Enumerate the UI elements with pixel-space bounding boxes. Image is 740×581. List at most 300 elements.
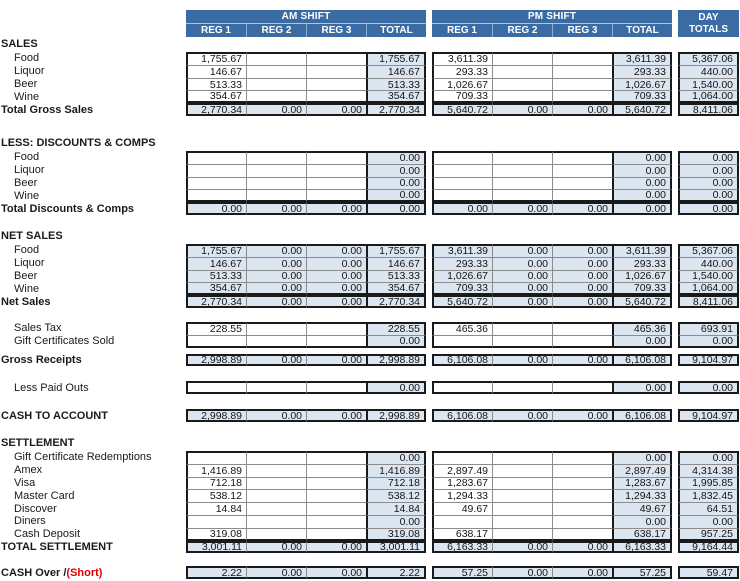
row-label [0, 489, 186, 502]
value-cell[interactable]: 0.00 [246, 202, 306, 215]
report-section [0, 322, 740, 366]
value-cell[interactable]: 0.00 [612, 202, 672, 215]
value-cell[interactable]: 0.00 [246, 103, 306, 116]
value-cell[interactable] [246, 151, 306, 164]
table-row [0, 409, 740, 422]
value-cell[interactable] [306, 515, 366, 528]
value-cell[interactable] [306, 477, 366, 490]
row-label-text: Beer [14, 269, 38, 282]
value-cell[interactable]: 0.00 [246, 566, 306, 579]
value-cell[interactable]: 1,026.67 [432, 78, 492, 91]
value-cell[interactable] [432, 189, 492, 202]
value-cell[interactable]: 0.00 [366, 335, 426, 348]
value-cell[interactable]: 0.00 [678, 451, 739, 464]
value-cell[interactable] [246, 477, 306, 490]
value-cell[interactable] [306, 381, 366, 394]
value-cell[interactable]: 8,411.06 [678, 295, 739, 308]
value-cell[interactable] [492, 151, 552, 164]
value-cell[interactable]: 0.00 [552, 282, 612, 295]
value-cell[interactable]: 2,998.89 [186, 409, 246, 422]
value-cell[interactable]: 0.00 [492, 282, 552, 295]
value-cell[interactable]: 0.00 [366, 177, 426, 190]
value-cell[interactable] [552, 464, 612, 477]
row-label-text: Liquor [14, 257, 45, 270]
value-cell[interactable]: 0.00 [492, 566, 552, 579]
value-cell[interactable]: 0.00 [678, 202, 739, 215]
value-cell[interactable]: 64.51 [678, 502, 739, 515]
am-shift-column-header-0: REG 1 [200, 25, 231, 36]
value-cell[interactable]: 0.00 [246, 354, 306, 367]
value-cell[interactable]: 0.00 [678, 151, 739, 164]
value-cell[interactable]: 9,104.97 [678, 409, 739, 422]
value-cell[interactable]: 0.00 [246, 270, 306, 283]
value-cell[interactable]: 5,367.06 [678, 244, 739, 257]
value-cell[interactable]: 6,106.08 [612, 354, 672, 367]
value-cell[interactable]: 1,026.67 [612, 270, 672, 283]
value-cell[interactable]: 6,106.08 [432, 409, 492, 422]
value-cell[interactable]: 2,770.34 [366, 295, 426, 308]
value-cell[interactable]: 0.00 [246, 409, 306, 422]
value-cell[interactable]: 3,611.39 [432, 244, 492, 257]
row-label-text: Amex [14, 464, 43, 477]
value-cell[interactable]: 1,755.67 [186, 52, 246, 65]
value-cell[interactable]: 638.17 [612, 528, 672, 541]
value-cell[interactable] [492, 451, 552, 464]
value-cell[interactable]: 0.00 [552, 244, 612, 257]
value-cell[interactable]: 319.08 [186, 528, 246, 541]
value-cell[interactable]: 3,611.39 [612, 244, 672, 257]
value-cell[interactable] [306, 78, 366, 91]
value-cell[interactable]: 0.00 [492, 257, 552, 270]
row-label-text: Gift Certificates Sold [14, 335, 115, 348]
value-cell[interactable]: 0.00 [306, 257, 366, 270]
value-cell[interactable]: 0.00 [612, 177, 672, 190]
pm-shift-header: PM SHIFT [432, 10, 672, 23]
value-cell[interactable]: 0.00 [552, 566, 612, 579]
value-cell[interactable] [246, 381, 306, 394]
value-cell[interactable] [492, 464, 552, 477]
row-label-text: TOTAL SETTLEMENT [1, 540, 113, 553]
value-cell[interactable]: 0.00 [492, 202, 552, 215]
value-cell[interactable]: 709.33 [612, 90, 672, 103]
value-cell[interactable]: 14.84 [186, 502, 246, 515]
value-cell[interactable]: 3,611.39 [432, 52, 492, 65]
value-cell[interactable] [186, 335, 246, 348]
value-cell[interactable]: 1,995.85 [678, 477, 739, 490]
report-section [0, 566, 740, 579]
value-cell[interactable]: 0.00 [492, 354, 552, 367]
value-cell[interactable] [552, 528, 612, 541]
value-cell[interactable]: 0.00 [552, 409, 612, 422]
value-cell[interactable] [186, 151, 246, 164]
value-cell[interactable] [306, 189, 366, 202]
value-cell[interactable]: 0.00 [366, 164, 426, 177]
value-cell[interactable]: 1,064.00 [678, 90, 739, 103]
value-cell[interactable]: 0.00 [492, 103, 552, 116]
value-cell[interactable]: 1,755.67 [366, 244, 426, 257]
value-cell[interactable]: 3,611.39 [612, 52, 672, 65]
value-cell[interactable] [246, 65, 306, 78]
value-cell[interactable]: 3,001.11 [186, 541, 246, 554]
value-cell[interactable]: 228.55 [366, 322, 426, 335]
value-cell[interactable]: 0.00 [306, 244, 366, 257]
value-cell[interactable] [246, 52, 306, 65]
value-cell[interactable]: 0.00 [552, 103, 612, 116]
value-cell[interactable] [306, 151, 366, 164]
value-cell[interactable] [552, 477, 612, 490]
value-cell[interactable]: 6,163.33 [612, 541, 672, 554]
value-cell[interactable]: 8,411.06 [678, 103, 739, 116]
value-cell[interactable]: 5,640.72 [612, 103, 672, 116]
value-cell[interactable] [552, 177, 612, 190]
value-cell[interactable] [552, 489, 612, 502]
value-cell[interactable]: 513.33 [186, 78, 246, 91]
value-cell[interactable]: 0.00 [612, 381, 672, 394]
value-cell[interactable]: 513.33 [366, 270, 426, 283]
value-cell[interactable] [246, 528, 306, 541]
value-cell[interactable]: 1,283.67 [612, 477, 672, 490]
value-cell[interactable] [306, 528, 366, 541]
value-cell[interactable] [306, 164, 366, 177]
row-label [0, 282, 186, 295]
value-cell[interactable] [306, 65, 366, 78]
value-cell[interactable]: 5,367.06 [678, 52, 739, 65]
value-cell[interactable]: 0.00 [306, 566, 366, 579]
value-cell[interactable] [246, 464, 306, 477]
value-cell[interactable]: 0.00 [306, 103, 366, 116]
value-cell[interactable]: 1,026.67 [432, 270, 492, 283]
value-cell[interactable] [492, 515, 552, 528]
pm-shift-column-header-2: REG 3 [552, 24, 612, 37]
value-cell[interactable]: 0.00 [306, 295, 366, 308]
value-cell[interactable]: 0.00 [366, 202, 426, 215]
value-cell[interactable]: 354.67 [186, 282, 246, 295]
value-cell[interactable] [246, 78, 306, 91]
value-cell[interactable]: 538.12 [186, 489, 246, 502]
am-shift-column-header-1: REG 2 [246, 24, 306, 37]
value-cell[interactable]: 0.00 [612, 335, 672, 348]
value-cell[interactable]: 0.00 [246, 244, 306, 257]
value-cell[interactable]: 709.33 [432, 90, 492, 103]
value-cell[interactable] [246, 502, 306, 515]
table-row [0, 151, 740, 164]
row-label-text: Cash Deposit [14, 528, 81, 541]
value-cell[interactable] [432, 515, 492, 528]
value-cell[interactable] [552, 164, 612, 177]
value-cell[interactable] [552, 322, 612, 335]
value-cell[interactable] [306, 52, 366, 65]
value-cell[interactable]: 0.00 [246, 541, 306, 554]
value-cell[interactable]: 538.12 [366, 489, 426, 502]
value-cell[interactable]: 3,001.11 [366, 541, 426, 554]
value-cell[interactable] [186, 189, 246, 202]
value-cell[interactable]: 293.33 [612, 257, 672, 270]
value-cell[interactable]: 146.67 [366, 257, 426, 270]
row-label-text: Less Paid Outs [14, 381, 89, 394]
table-row [0, 354, 740, 367]
value-cell[interactable]: 1,755.67 [186, 244, 246, 257]
value-cell[interactable] [432, 151, 492, 164]
report-section [0, 438, 740, 553]
value-cell[interactable]: 0.00 [678, 515, 739, 528]
value-cell[interactable]: 0.00 [492, 541, 552, 554]
value-cell[interactable]: 0.00 [612, 515, 672, 528]
value-cell[interactable] [552, 52, 612, 65]
value-cell[interactable]: 1,283.67 [432, 477, 492, 490]
value-cell[interactable] [492, 177, 552, 190]
value-cell[interactable] [492, 90, 552, 103]
value-cell[interactable]: 2,770.34 [366, 103, 426, 116]
value-cell[interactable]: 1,832.45 [678, 489, 739, 502]
value-cell[interactable] [492, 477, 552, 490]
value-cell[interactable] [492, 489, 552, 502]
value-cell[interactable]: 0.00 [492, 409, 552, 422]
value-cell[interactable] [492, 502, 552, 515]
value-cell[interactable]: 2.22 [186, 566, 246, 579]
value-cell[interactable] [306, 335, 366, 348]
value-cell[interactable]: 0.00 [612, 151, 672, 164]
value-cell[interactable]: 5,640.72 [432, 295, 492, 308]
value-cell[interactable]: 2,770.34 [186, 103, 246, 116]
value-cell[interactable] [246, 451, 306, 464]
value-cell[interactable]: 146.67 [186, 257, 246, 270]
value-cell[interactable] [306, 90, 366, 103]
value-cell[interactable] [306, 451, 366, 464]
value-cell[interactable]: 49.67 [432, 502, 492, 515]
value-cell[interactable]: 957.25 [678, 528, 739, 541]
value-cell[interactable] [492, 322, 552, 335]
value-cell[interactable]: 0.00 [492, 270, 552, 283]
value-cell[interactable]: 57.25 [612, 566, 672, 579]
value-cell[interactable] [246, 489, 306, 502]
row-label-text: Discover [14, 502, 57, 515]
value-cell[interactable] [552, 151, 612, 164]
value-cell[interactable] [186, 164, 246, 177]
value-cell[interactable] [432, 335, 492, 348]
value-cell[interactable]: 14.84 [366, 502, 426, 515]
value-cell[interactable]: 0.00 [186, 202, 246, 215]
value-cell[interactable]: 319.08 [366, 528, 426, 541]
value-cell[interactable] [432, 381, 492, 394]
value-cell[interactable] [246, 189, 306, 202]
value-cell[interactable]: 0.00 [246, 295, 306, 308]
value-cell[interactable]: 293.33 [432, 257, 492, 270]
value-cell[interactable] [246, 515, 306, 528]
value-cell[interactable] [552, 451, 612, 464]
value-cell[interactable]: 0.00 [678, 189, 739, 202]
value-cell[interactable] [186, 451, 246, 464]
value-cell[interactable]: 59.47 [678, 566, 739, 579]
value-cell[interactable] [552, 65, 612, 78]
value-cell[interactable] [246, 335, 306, 348]
value-cell[interactable]: 1,294.33 [432, 489, 492, 502]
row-label [0, 335, 186, 348]
value-cell[interactable]: 513.33 [366, 78, 426, 91]
value-cell[interactable] [306, 464, 366, 477]
value-cell[interactable]: 2,897.49 [612, 464, 672, 477]
value-cell[interactable]: 1,416.89 [366, 464, 426, 477]
value-cell[interactable] [492, 528, 552, 541]
row-label-text: Wine [14, 189, 40, 202]
value-cell[interactable]: 0.00 [366, 151, 426, 164]
value-cell[interactable]: 0.00 [306, 354, 366, 367]
value-cell[interactable]: 0.00 [552, 354, 612, 367]
value-cell[interactable]: 293.33 [612, 65, 672, 78]
row-label-text: Food [14, 244, 40, 257]
value-cell[interactable]: 712.18 [366, 477, 426, 490]
value-cell[interactable] [492, 335, 552, 348]
value-cell[interactable]: 2.22 [366, 566, 426, 579]
value-cell[interactable]: 2,998.89 [366, 409, 426, 422]
value-cell[interactable]: 5,640.72 [612, 295, 672, 308]
value-cell[interactable]: 6,163.33 [432, 541, 492, 554]
value-cell[interactable]: 0.00 [366, 189, 426, 202]
value-cell[interactable]: 1,540.00 [678, 78, 739, 91]
value-cell[interactable]: 0.00 [366, 515, 426, 528]
value-cell[interactable]: 354.67 [366, 90, 426, 103]
value-cell[interactable]: 6,106.08 [612, 409, 672, 422]
value-cell[interactable]: 4,314.38 [678, 464, 739, 477]
value-cell[interactable] [552, 189, 612, 202]
row-label [0, 354, 186, 367]
value-cell[interactable] [552, 90, 612, 103]
value-cell[interactable]: 1,026.67 [612, 78, 672, 91]
value-cell[interactable] [306, 489, 366, 502]
am-shift-column-header-2: REG 3 [306, 24, 366, 37]
value-cell[interactable]: 0.00 [678, 177, 739, 190]
value-cell[interactable]: 57.25 [432, 566, 492, 579]
value-cell[interactable]: 0.00 [678, 335, 739, 348]
value-cell[interactable]: 1,416.89 [186, 464, 246, 477]
value-cell[interactable] [492, 381, 552, 394]
section-title: SETTLEMENT [1, 436, 75, 449]
value-cell[interactable]: 0.00 [552, 270, 612, 283]
value-cell[interactable] [246, 90, 306, 103]
value-cell[interactable]: 0.00 [552, 295, 612, 308]
value-cell[interactable]: 709.33 [432, 282, 492, 295]
value-cell[interactable]: 0.00 [552, 202, 612, 215]
value-cell[interactable] [186, 177, 246, 190]
value-cell[interactable] [246, 164, 306, 177]
value-cell[interactable] [552, 381, 612, 394]
value-cell[interactable]: 0.00 [552, 257, 612, 270]
value-cell[interactable] [492, 52, 552, 65]
table-row [0, 381, 740, 394]
value-cell[interactable]: 712.18 [186, 477, 246, 490]
value-cell[interactable]: 146.67 [186, 65, 246, 78]
value-cell[interactable] [492, 65, 552, 78]
value-cell[interactable] [186, 381, 246, 394]
value-cell[interactable]: 0.00 [366, 381, 426, 394]
value-cell[interactable]: 228.55 [186, 322, 246, 335]
value-cell[interactable] [186, 515, 246, 528]
value-cell[interactable]: 2,998.89 [366, 354, 426, 367]
value-cell[interactable] [306, 177, 366, 190]
value-cell[interactable]: 440.00 [678, 257, 739, 270]
value-cell[interactable]: 49.67 [612, 502, 672, 515]
value-cell[interactable] [552, 335, 612, 348]
value-cell[interactable]: 0.00 [492, 244, 552, 257]
value-cell[interactable]: 1,294.33 [612, 489, 672, 502]
value-cell[interactable]: 354.67 [366, 282, 426, 295]
value-cell[interactable]: 0.00 [678, 381, 739, 394]
value-cell[interactable]: 0.00 [306, 202, 366, 215]
value-cell[interactable]: 2,998.89 [186, 354, 246, 367]
value-cell[interactable]: 0.00 [552, 541, 612, 554]
value-cell[interactable]: 9,104.97 [678, 354, 739, 367]
value-cell[interactable] [492, 189, 552, 202]
value-cell[interactable]: 0.00 [612, 164, 672, 177]
value-cell[interactable] [432, 164, 492, 177]
row-label [0, 177, 186, 190]
value-cell[interactable]: 693.91 [678, 322, 739, 335]
value-cell[interactable]: 1,540.00 [678, 270, 739, 283]
row-label-text: Gift Certificate Redemptions [14, 451, 152, 464]
value-cell[interactable]: 1,064.00 [678, 282, 739, 295]
value-cell[interactable]: 1,755.67 [366, 52, 426, 65]
value-cell[interactable] [492, 78, 552, 91]
value-cell[interactable]: 0.00 [492, 295, 552, 308]
value-cell[interactable]: 2,897.49 [432, 464, 492, 477]
row-label-text: Diners [14, 515, 46, 528]
value-cell[interactable]: 0.00 [366, 451, 426, 464]
value-cell[interactable] [246, 177, 306, 190]
value-cell[interactable]: 2,770.34 [186, 295, 246, 308]
value-cell[interactable] [306, 322, 366, 335]
value-cell[interactable]: 709.33 [612, 282, 672, 295]
table-row [0, 78, 740, 91]
value-cell[interactable]: 0.00 [306, 409, 366, 422]
value-cell[interactable]: 0.00 [612, 189, 672, 202]
value-cell[interactable]: 0.00 [306, 541, 366, 554]
value-cell[interactable]: 0.00 [246, 282, 306, 295]
value-cell[interactable]: 6,106.08 [432, 354, 492, 367]
value-cell[interactable]: 0.00 [306, 282, 366, 295]
value-cell[interactable]: 0.00 [306, 270, 366, 283]
value-cell[interactable]: 465.36 [432, 322, 492, 335]
value-cell[interactable] [432, 177, 492, 190]
pm-shift-column-header-0: REG 1 [446, 25, 477, 36]
value-cell[interactable]: 513.33 [186, 270, 246, 283]
value-cell[interactable]: 5,640.72 [432, 103, 492, 116]
table-row [0, 270, 740, 283]
row-label [0, 202, 186, 215]
section-title: SALES [1, 38, 38, 50]
value-cell[interactable] [552, 515, 612, 528]
value-cell[interactable] [306, 502, 366, 515]
value-cell[interactable]: 146.67 [366, 65, 426, 78]
value-cell[interactable]: 440.00 [678, 65, 739, 78]
row-label [0, 502, 186, 515]
value-cell[interactable]: 0.00 [432, 202, 492, 215]
value-cell[interactable]: 638.17 [432, 528, 492, 541]
value-cell[interactable] [246, 322, 306, 335]
row-label-text: Net Sales [1, 295, 51, 308]
value-cell[interactable] [432, 451, 492, 464]
value-cell[interactable]: 0.00 [246, 257, 306, 270]
value-cell[interactable]: 0.00 [612, 451, 672, 464]
value-cell[interactable]: 293.33 [432, 65, 492, 78]
value-cell[interactable]: 0.00 [678, 164, 739, 177]
value-cell[interactable]: 9,164.44 [678, 541, 739, 554]
value-cell[interactable] [552, 78, 612, 91]
value-cell[interactable] [492, 164, 552, 177]
section-title: NET SALES [1, 229, 63, 242]
value-cell[interactable]: 465.36 [612, 322, 672, 335]
row-label [0, 566, 186, 579]
value-cell[interactable]: 354.67 [186, 90, 246, 103]
value-cell[interactable] [552, 502, 612, 515]
